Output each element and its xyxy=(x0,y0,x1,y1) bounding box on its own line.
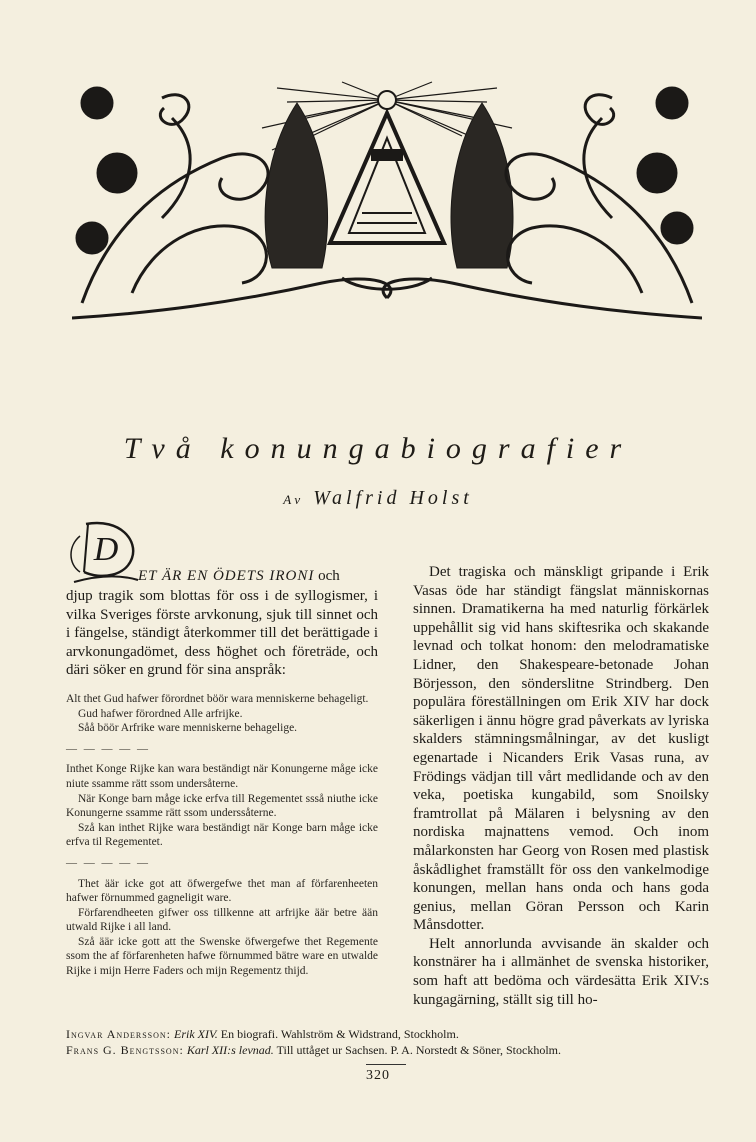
opening-rest: och xyxy=(318,568,340,584)
dash-separator: — — — — — xyxy=(66,742,150,755)
engraved-headpiece-ornament xyxy=(72,78,702,333)
cypress-tree-left xyxy=(265,103,327,268)
footnotes xyxy=(66,1026,726,1058)
opening-caps: ET ÄR EN ÖDETS IRONI xyxy=(138,568,315,584)
quote-line: När Konge barn måge icke erfva till Regementet ssså niuthe icke Konungerne ssamme rätt ssom underssåterne. xyxy=(66,792,378,820)
quote-line: Gud hafwer förordned Alle arfrijke. xyxy=(78,707,243,720)
quote-line: Szå äär icke gott att the Swenske öfwergefwe thet Regemente ssom the af förfarenheten hafwe förnummed bätre ware en utwalde Rijke i mijn Herre Faders och mijn Regementz thijd. xyxy=(66,935,378,978)
footnote-title: Karl XII:s levnad. xyxy=(186,1043,274,1057)
footnote-author: Ingvar Andersson: xyxy=(66,1027,171,1041)
footnote-2 xyxy=(66,1042,726,1058)
triangle-monument xyxy=(330,113,444,243)
footnote-publisher: En biografi. Wahlström & Widstrand, Stockholm. xyxy=(220,1027,459,1041)
acanthus-scroll-right xyxy=(383,95,702,318)
byline-prefix: Av xyxy=(283,492,305,507)
quote-line: Förfarendheeten gifwer oss tillkenne att arfrijke äär betre ään utwald Rijke i all land. xyxy=(66,906,378,934)
decorated-initial-d xyxy=(66,516,140,586)
article-title: Två konungabiografier xyxy=(123,432,633,465)
opening-row xyxy=(66,516,378,584)
right-paragraph-2: Helt annorlunda avvisande än skalder och konstnärer ha i allmänhet de svenska historiker, som haft att bedöma och värdesätta Erik XIV:s kungagärning, ställt sig till ho- xyxy=(413,935,709,1008)
footnote-1 xyxy=(66,1026,726,1042)
opening-line xyxy=(138,567,378,586)
author-name: Walfrid Holst xyxy=(313,487,473,509)
quote-line: Såå böör Arfrike ware menniskerne behagelige. xyxy=(78,722,298,735)
footnote-publisher: Till uttåget ur Sachsen. P. A. Norstedt & Söner, Stockholm. xyxy=(276,1043,562,1057)
page-number: 320 xyxy=(366,1068,390,1083)
dropcap-letter: D xyxy=(93,531,119,568)
dash-separator: — — — — — xyxy=(66,856,150,869)
acanthus-scroll-left xyxy=(72,95,391,318)
quote-line: Thet äär icke got att öfwergefwe thet man af förfarenheeten hafwer förnummed gagneligit ware. xyxy=(66,877,378,905)
page-number-rule xyxy=(366,1064,406,1065)
lead-paragraph: djup tragik som blottas för oss i de syllogismer, i vilka Sveriges förste arvkonung, sjuk till sinnet och i fängelse, ständigt återkommer till det berättigade i arvkonungadömet, dess ħöghet och företräde, och däri söker en grund för sina anspråk: xyxy=(66,588,378,679)
quote-line: Szå kan inthet Rijke wara beständigt när Konge barn måge icke erfva til Regementet. xyxy=(66,821,378,849)
left-column xyxy=(66,516,378,979)
quote-line: Alt thet Gud hafwer förordnet böör wara menniskerne behageligt. xyxy=(66,692,369,705)
quotation-block xyxy=(66,692,378,979)
footnote-title: Erik XIV. xyxy=(173,1027,218,1041)
byline xyxy=(0,487,756,510)
footnote-author: Frans G. Bengtsson: xyxy=(66,1043,184,1057)
right-paragraph-1: Det tragiska och mänskligt gripande i Erik Vasas öde har ständigt fängslat människornas sinnen. Dramatikerna ha med naturlig förkärlek uppehållit sig vid hans skiftesrika och skakande levnad och tolkat honom: den melodramatiske Lidner, den Shakespeare-betonade Johan Börjesson, den sönderslitne Strindberg. Den populära föreställningen om Erik XIV har dock säkerligen i ännu högre grad påverkats av lyriska skalders stämningsmålningar, av det kusligt egenartade i Nicanders Erik Vasas runa, av Frödings vädjan till vårt medlidande och av den veka, poetiska kungabild, som Snoilsky framtrollat på Mälaren i belysning av den nordiska majnattens vemod. Och inom målarkonsten har Georg von Rosen med plastisk åskådlighet framställt för oss den vankelmodige konungen, mellan hans onda och hans goda genius, mellan Göran Persson och Karin Månsdotter. xyxy=(413,564,709,934)
cypress-tree-right xyxy=(451,103,513,268)
right-column xyxy=(413,563,709,1009)
quote-line: Inthet Konge Rijke kan wara beständigt när Konungerne måge icke niute ssamme rätt ssom undersåterne. xyxy=(66,763,378,790)
